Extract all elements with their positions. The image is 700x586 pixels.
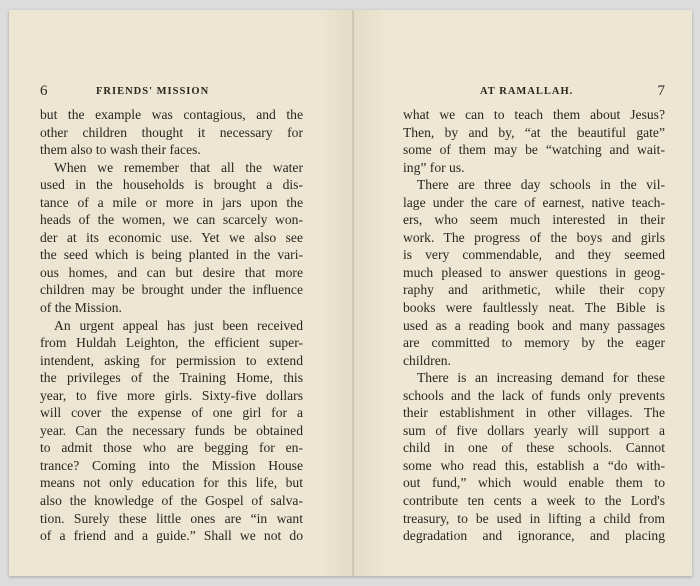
right-page-text-line: out fund,” which would enable them to (403, 475, 665, 491)
right-page-text-line: treasury, to be used in lifting a child from (403, 510, 665, 526)
right-page-text (403, 106, 665, 545)
right-page-text-line: children. (403, 352, 451, 368)
right-page-header (403, 83, 665, 104)
right-page-text-line: lage under the care of earnest, native teach- (403, 194, 665, 210)
left-page-text-line: When we remember that all the water (54, 159, 303, 175)
right-page-text-line: much pleased to answer questions in geog- (403, 264, 665, 280)
left-page-text-line: the seed which is being planted in the vari- (40, 247, 303, 263)
left-page (9, 10, 354, 576)
left-page-text-line: intendent, asking for permission to extend (40, 352, 303, 368)
right-page-text-line: raphy and arithmetic, while their copy (403, 282, 665, 298)
right-page-text-line: what we can to teach them about Jesus? (403, 107, 665, 122)
left-page-text-line: der at its economic use. Yet we also see (40, 229, 303, 245)
right-page-text-line: There are three day schools in the vil- (417, 177, 665, 193)
left-page-text-line: trance? Coming into the Mission House (40, 457, 303, 473)
left-page-text-line: year, to five more girls. Sixty-five dollars (40, 387, 303, 403)
open-book (9, 10, 692, 576)
right-page-text-line: schools and the lack of funds only prevents (403, 387, 665, 403)
right-page-text-line: child in one of these schools. Cannot (403, 440, 665, 456)
right-page-text-line: is very commendable, and they seemed (403, 247, 665, 263)
right-page-number: 7 (657, 83, 665, 99)
left-page-text-line: also the knowledge of the Gospel of salva- (40, 493, 303, 509)
right-page-text-line: There is an increasing demand for these (417, 370, 665, 386)
left-page-text-line: other children thought it necessary for (40, 124, 303, 140)
left-running-head: FRIENDS' MISSION (96, 86, 210, 97)
right-page-text-line: are committed to memory by the eager (403, 335, 665, 351)
left-page-text (40, 106, 303, 545)
right-page-text-line: used as a reading book and many passages (403, 317, 665, 333)
left-page-text-line: tance of a mile or more in jars upon the (40, 194, 303, 210)
right-page-text-line: work. The progress of the boys and girls (403, 229, 665, 245)
left-page-number: 6 (40, 83, 48, 99)
left-page-text-line: but the example was contagious, and the (40, 107, 303, 122)
right-page-text-line: some of them may be “watching and wait- (403, 142, 665, 158)
right-page-text-line: their establishment in other villages. The (403, 405, 665, 421)
left-page-text-line: to admit those who are begging for en- (40, 440, 303, 456)
left-page-text-line: them also to wash their faces. (40, 142, 201, 158)
left-page-text-line: An urgent appeal has just been received (54, 317, 303, 333)
right-page-text-line: some who read this, establish a “do with- (403, 457, 665, 473)
right-page-text-line: degradation and ignorance, and placing (403, 528, 665, 544)
left-page-text-line: children may be brought under the influence (40, 282, 303, 298)
right-running-head: AT RAMALLAH. (480, 86, 574, 97)
left-page-text-line: of a friend and a guide.” Shall we not do (40, 528, 303, 544)
right-page (354, 10, 692, 576)
left-page-text-line: the privileges of the Training Home, this (40, 370, 303, 386)
left-page-text-line: heads of the women, we can scarcely won- (40, 212, 303, 228)
left-page-text-line: used in the households is brought a dis- (40, 177, 303, 193)
left-page-text-line: from Huldah Leighton, the efficient super- (40, 335, 303, 351)
right-page-text-line: contribute ten cents a week to the Lord's (403, 493, 665, 509)
right-page-text-line: ing” for us. (403, 159, 465, 175)
left-page-text-line: year. Can the necessary funds be obtained (40, 422, 303, 438)
right-page-text-line: sum of five dollars yearly will support a (403, 422, 665, 438)
right-page-text-line: Then, by and by, “at the beautiful gate” (403, 124, 665, 140)
left-page-text-line: will cover the expense of one girl for a (40, 405, 303, 421)
left-page-text-line: tion. Surely these little ones are “in want (40, 510, 303, 526)
left-page-text-line: of the Mission. (40, 300, 122, 316)
left-page-header (40, 83, 303, 104)
right-page-text-line: ers, who seem much interested in their (403, 212, 665, 228)
left-page-text-line: ous homes, and can but desire that more (40, 264, 303, 280)
right-page-text-line: books were faultlessly neat. The Bible is (403, 300, 665, 316)
left-page-text-line: means not only education for this life, but (40, 475, 303, 491)
